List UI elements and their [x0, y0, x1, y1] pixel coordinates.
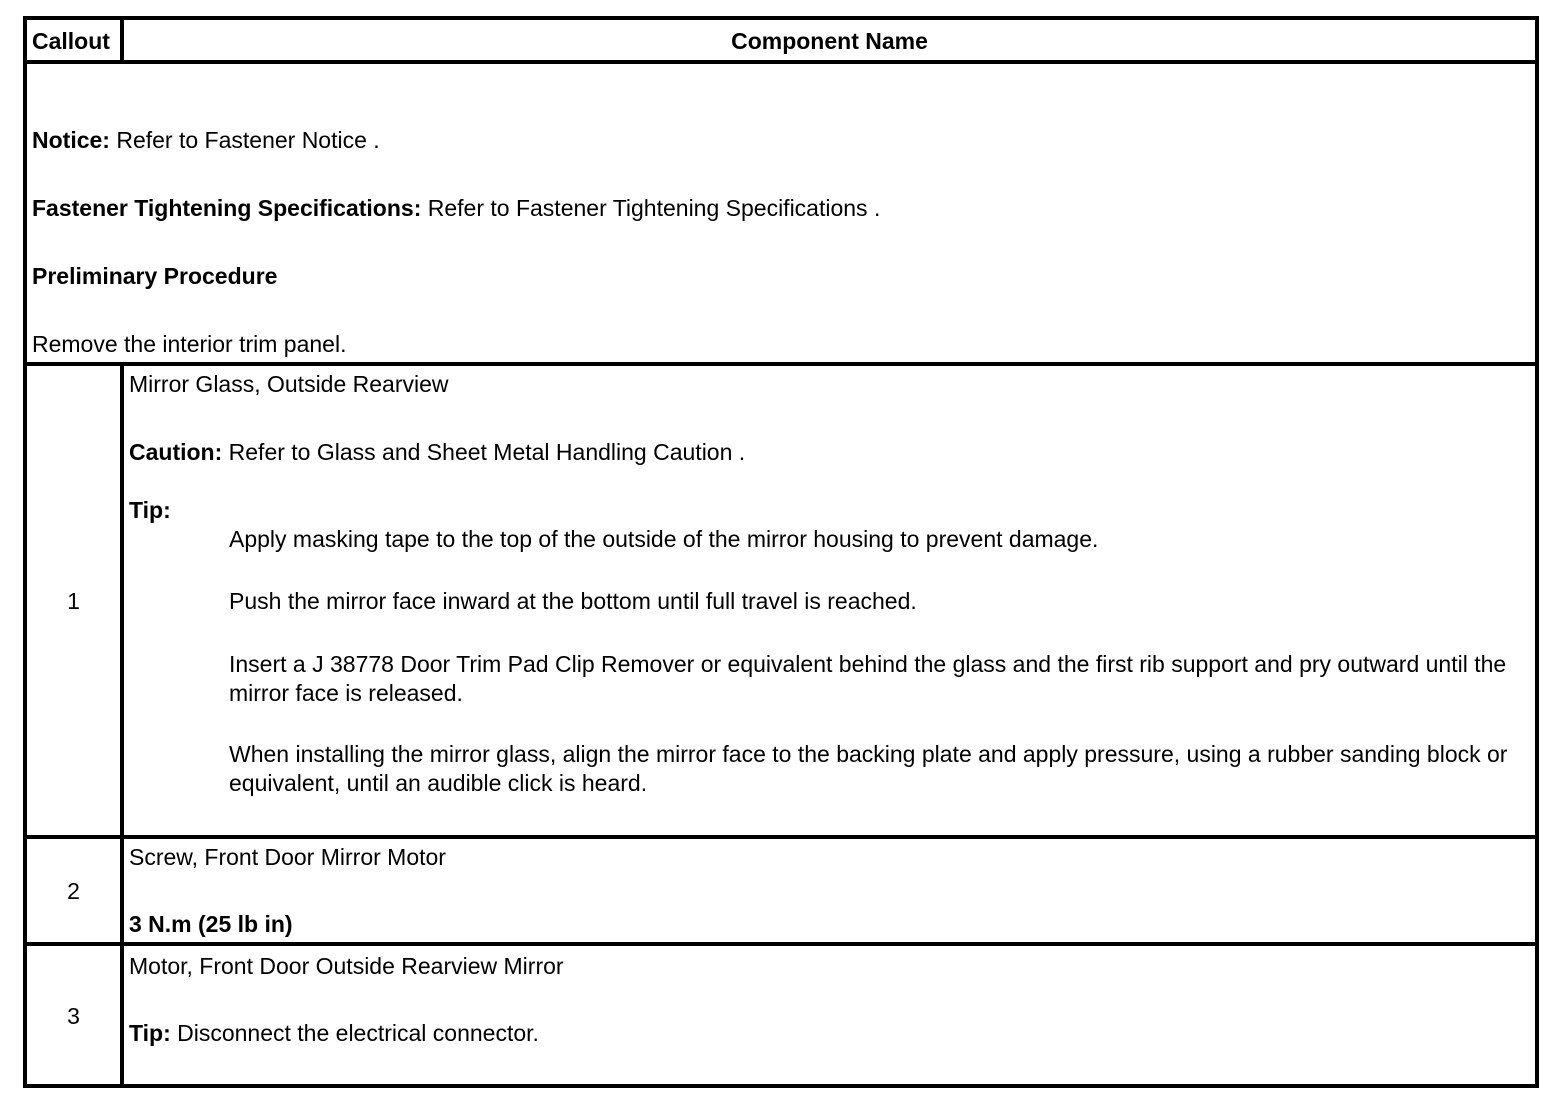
row1-title: Mirror Glass, Outside Rearview — [129, 371, 449, 397]
row3-tip-text: Disconnect the electrical connector. — [170, 1020, 539, 1046]
row2-spec: 3 N.m (25 lb in) — [129, 911, 293, 937]
row2-title: Screw, Front Door Mirror Motor — [129, 844, 446, 870]
header-component-name: Component Name — [731, 28, 928, 54]
row3-title: Motor, Front Door Outside Rearview Mirror — [129, 953, 564, 979]
fastener-spec-label: Fastener Tightening Specifications: — [32, 195, 422, 221]
preliminary-procedure-step: Remove the interior trim panel. — [32, 331, 347, 357]
notice-label: Notice: — [32, 127, 110, 153]
intro-divider — [27, 362, 1535, 366]
row1-tip-2: Push the mirror face inward at the bottom until full travel is reached. — [229, 588, 917, 614]
rows-column-divider — [120, 362, 124, 1088]
row1-callout: 1 — [67, 588, 80, 614]
notice-line — [32, 126, 380, 154]
header-callout: Callout — [32, 28, 110, 54]
components-table — [23, 16, 1539, 1088]
row1-caution-line — [129, 438, 745, 466]
row1-divider — [27, 835, 1535, 839]
fastener-spec-text: Refer to Fastener Tightening Specifications . — [421, 195, 881, 221]
row3-tip-label: Tip: — [129, 1020, 171, 1046]
row1-tip-label: Tip: — [129, 497, 171, 523]
row1-tip-1: Apply masking tape to the top of the outside of the mirror housing to prevent damage. — [229, 526, 1099, 552]
row1-tip-3: Insert a J 38778 Door Trim Pad Clip Remover or equivalent behind the glass and the first rib support and pry outward until the mirror face is released. — [229, 651, 1507, 706]
notice-text: Refer to Fastener Notice . — [109, 127, 380, 153]
row1-caution-text: Refer to Glass and Sheet Metal Handling Caution . — [222, 439, 746, 465]
row2-callout: 2 — [67, 878, 80, 904]
row3-callout: 3 — [67, 1003, 80, 1029]
row3-tip-line — [129, 1019, 539, 1047]
row1-tip-4: When installing the mirror glass, align the mirror face to the backing plate and apply pressure, using a rubber sanding block or equivalent, until an audible click is heard. — [229, 741, 1508, 796]
preliminary-procedure-heading: Preliminary Procedure — [32, 263, 278, 289]
row1-caution-label: Caution: — [129, 439, 223, 465]
fastener-spec-line — [32, 194, 880, 222]
row2-divider — [27, 942, 1535, 946]
header-divider — [27, 60, 1535, 64]
